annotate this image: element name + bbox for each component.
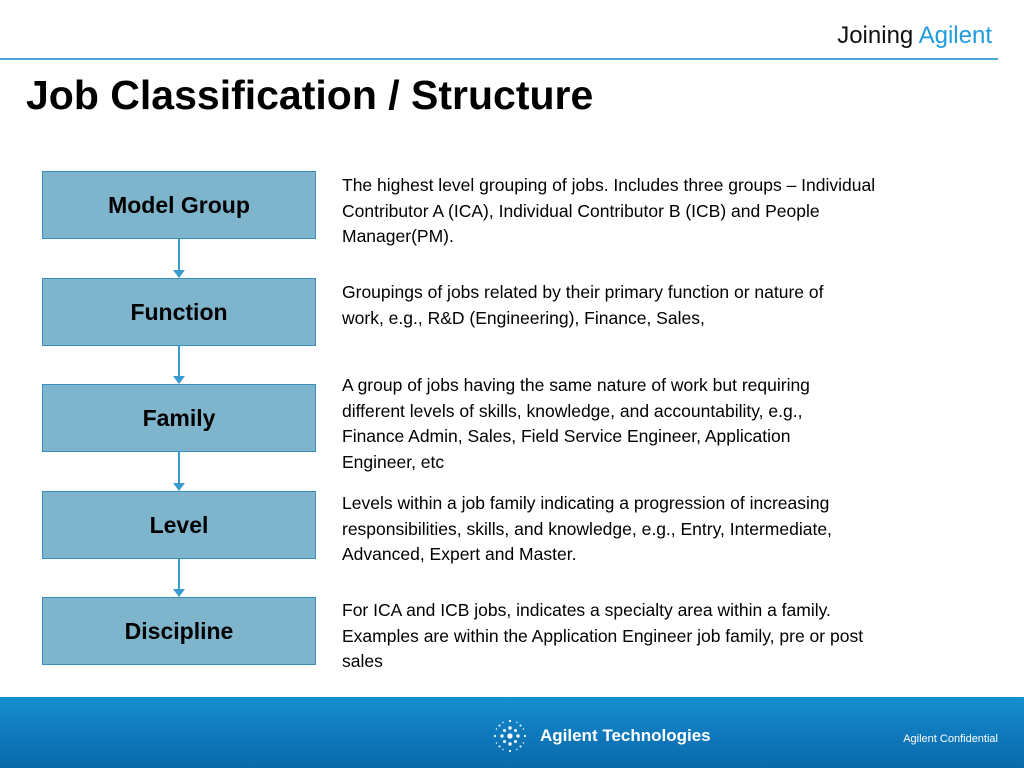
down-arrow-icon <box>173 346 185 384</box>
description-discipline: For ICA and ICB jobs, indicates a specialty area within a family. Examples are within the Application Engineer job family, pre or post sales <box>342 600 864 671</box>
level-label: Level <box>149 511 209 538</box>
down-arrow-icon <box>173 559 185 597</box>
header-brand <box>837 22 992 50</box>
level-box-level <box>42 491 316 559</box>
level-label: Model Group <box>108 191 250 218</box>
level-label: Function <box>130 298 228 325</box>
level-label: Family <box>142 404 216 431</box>
description-function: Groupings of jobs related by their primary function or nature of work, e.g., R&D (Engineering), Finance, Sales, <box>342 282 824 328</box>
description-level: Levels within a job family indicating a progression of increasing responsibilities, skills, and knowledge, e.g., Entry, Intermediate, Advanced, Expert and Master. <box>342 493 832 564</box>
brand-prefix: Joining <box>837 22 914 49</box>
footer-logo <box>490 716 711 756</box>
level-box-model-group <box>42 171 316 239</box>
level-box-function <box>42 278 316 346</box>
header-divider <box>0 58 998 60</box>
footer-logo-text: Agilent Technologies <box>540 726 711 745</box>
page-title: Job Classification / Structure <box>26 72 594 118</box>
confidential-label: Agilent Confidential <box>903 733 998 745</box>
level-label: Discipline <box>124 617 234 644</box>
description-family: A group of jobs having the same nature of work but requiring different levels of skills, knowledge, and accountability, e.g., Finance Admin, Sales, Field Service Engineer, Application Engineer, etc <box>342 375 810 472</box>
down-arrow-icon <box>173 239 185 278</box>
brand-name: Agilent <box>918 22 992 49</box>
level-box-discipline <box>42 597 316 665</box>
down-arrow-icon <box>173 452 185 491</box>
agilent-spark-icon <box>490 716 530 756</box>
level-box-family <box>42 384 316 452</box>
description-model-group: The highest level grouping of jobs. Includes three groups – Individual Contributor A (ICA), Individual Contributor B (ICB) and People Manager(PM). <box>342 175 876 246</box>
